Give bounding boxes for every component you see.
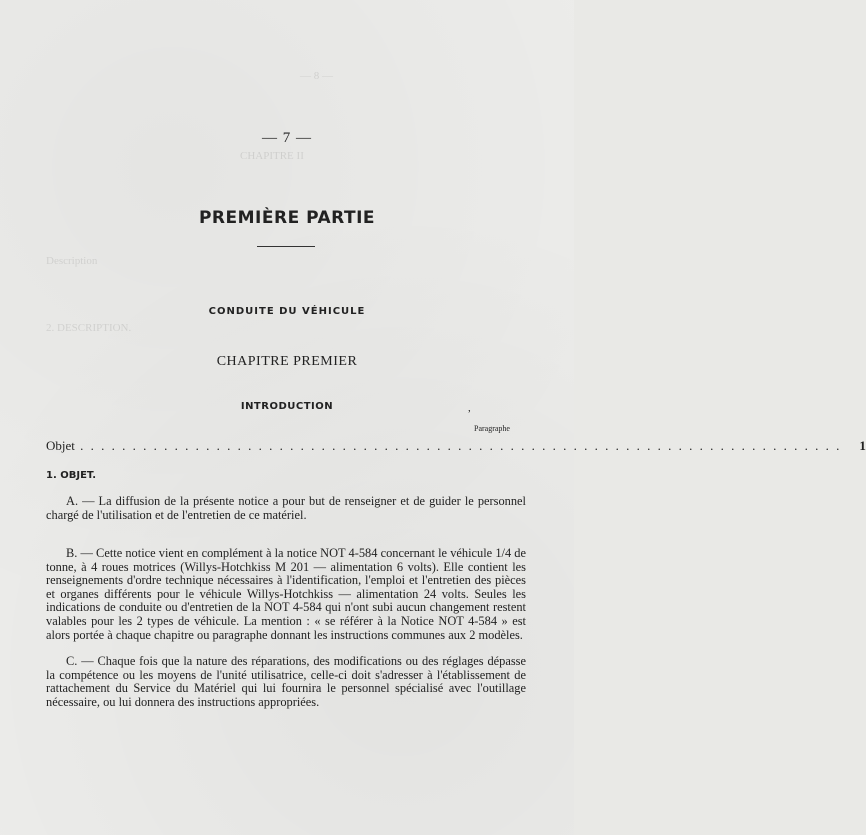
section-heading: 1. OBJET. xyxy=(46,470,97,481)
toc-row xyxy=(46,438,866,454)
show-through-text: Description xyxy=(46,255,98,267)
show-through-text: 2. DESCRIPTION. xyxy=(46,322,132,334)
part-title: PREMIÈRE PARTIE xyxy=(198,208,376,228)
paragraph-c: C. — Chaque fois que la nature des réparations, des modifications ou des réglages dépasse la compétence ou les moyens de l'unité utilisatrice, celle-ci doit s'adresser à l'établissement de rattachement du Service du Matériel qui lui fournira le personnel spécialisé avec l'outillage nécessaire, ou lui donnera des instructions appropriées. xyxy=(46,654,526,709)
toc-header: Paragraphe xyxy=(474,424,510,433)
toc-leader-dots: . . . . . . . . . . . . . . . . . . . . . . . . . . . . . . . . . . . . . . . . . . . . . . . . . . . . . . . . . . . . . . . . . . . . . . . . . xyxy=(74,438,842,453)
paragraph-b: B. — Cette notice vient en complément à la notice NOT 4-584 concernant le véhicule 1/4 de tonne, à 4 roues motrices (Willys-Hotchkiss M 201 — alimentation 6 volts). Elle contient les renseignements d'ordre technique nécessaires à l'identification, l'emploi et l'entretien des pièces et organes différents pour le véhicule Willys-Hotchkiss — alimentation 24 volts. Seules les indications de conduite ou d'entretien de la NOT 4-584 qui n'ont subi aucun changement restent valables pour les 2 types de véhicule. La mention : « se référer à la Notice NOT 4-584 » est alors portée à chaque chapitre ou paragraphe donnant les instructions communes aux 2 modèles. xyxy=(46,546,526,642)
section-title: CONDUITE DU VÉHICULE xyxy=(208,306,366,317)
show-through-text: — 8 — xyxy=(300,70,333,82)
intro-title: INTRODUCTION xyxy=(240,401,334,412)
toc-number: 1 xyxy=(859,438,866,453)
page-number: — 7 — xyxy=(262,130,312,146)
toc-label: Objet xyxy=(46,438,75,453)
title-divider xyxy=(257,246,315,247)
show-through-text: CHAPITRE II xyxy=(240,150,304,162)
chapter-title: CHAPITRE PREMIER xyxy=(216,354,358,369)
paragraph-a: A. — La diffusion de la présente notice a pour but de renseigner et de guider le personnel chargé de l'utilisation et de l'entretien de ce matériel. xyxy=(46,494,526,522)
intro-comma: , xyxy=(468,402,471,414)
